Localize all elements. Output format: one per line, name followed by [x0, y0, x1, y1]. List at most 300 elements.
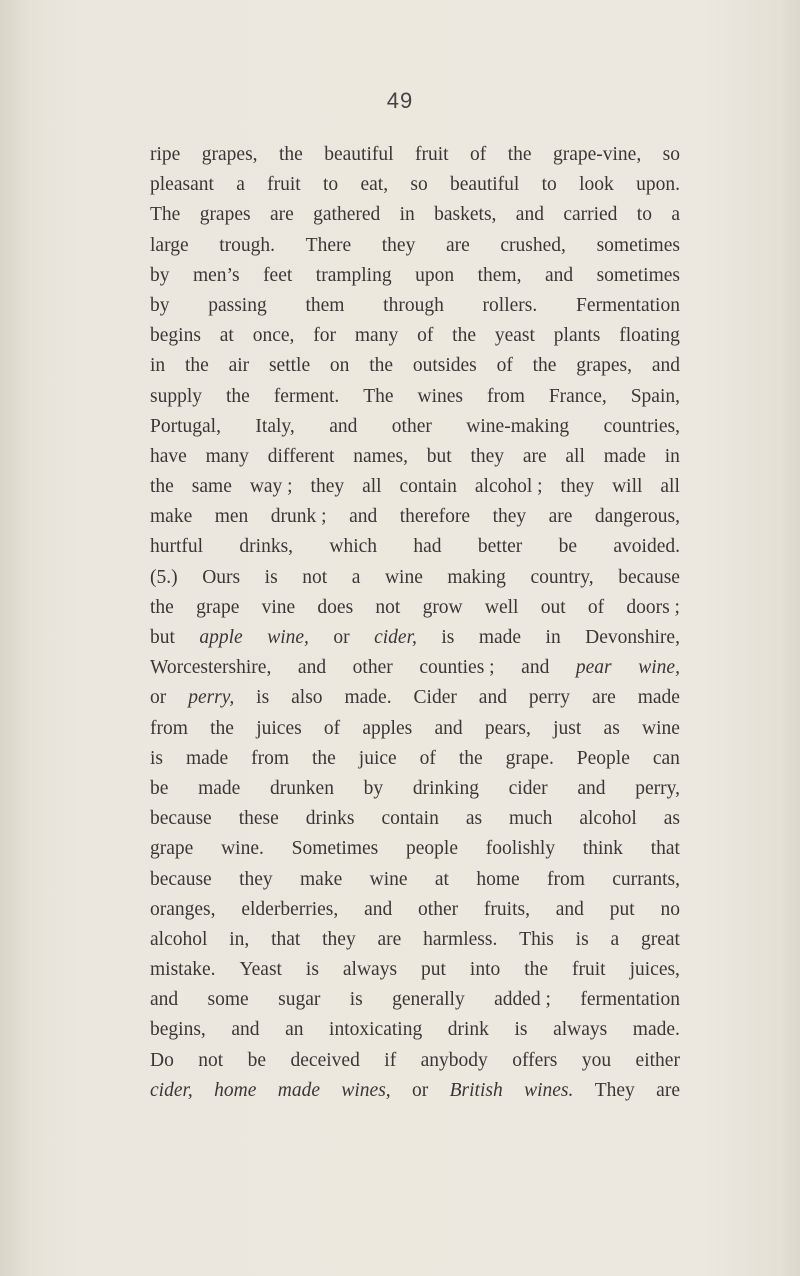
word: of — [419, 747, 436, 769]
word: begins — [150, 325, 201, 347]
word: apples — [362, 717, 413, 739]
word: they — [470, 445, 505, 467]
word: well — [484, 596, 519, 618]
word: drinks — [305, 808, 355, 830]
word: the — [369, 355, 394, 377]
word: and — [349, 506, 378, 528]
word: vine — [261, 596, 296, 618]
word: perry, — [635, 777, 680, 799]
word: grape — [196, 596, 240, 618]
word: and — [555, 898, 584, 920]
word: are — [269, 204, 294, 226]
word: carried — [563, 204, 618, 226]
word: out — [540, 596, 566, 618]
word: fruit — [572, 959, 606, 981]
word: be — [558, 536, 578, 558]
word: they — [492, 506, 527, 528]
text-line — [150, 774, 680, 804]
word: counties ; — [419, 657, 495, 679]
word: as — [603, 717, 620, 739]
text-line — [150, 623, 680, 653]
word: country, — [530, 566, 594, 588]
word: of — [323, 717, 341, 739]
word: Yeast — [239, 959, 282, 981]
word: of — [587, 596, 605, 618]
word: plants — [553, 325, 601, 347]
word: they — [322, 928, 356, 950]
text-line — [150, 382, 680, 412]
word: juice — [358, 747, 397, 769]
word: the — [458, 747, 483, 769]
word: begins, — [150, 1019, 206, 1041]
word: grape. — [505, 747, 554, 769]
word: because — [150, 868, 212, 890]
word: at — [434, 868, 449, 890]
word: wine — [384, 566, 423, 588]
word: men — [214, 506, 249, 528]
word: wines, — [341, 1079, 391, 1101]
word: great — [640, 928, 680, 950]
word: drunken — [270, 777, 334, 799]
word: added ; — [494, 989, 551, 1011]
word: grapes, — [201, 144, 258, 165]
word: This — [519, 928, 554, 950]
word: countries, — [603, 415, 680, 437]
word: are — [656, 1079, 680, 1101]
word: as — [465, 808, 483, 830]
word: the — [278, 144, 303, 165]
word: and — [150, 989, 179, 1011]
text-line — [150, 834, 680, 864]
word: France, — [548, 385, 607, 407]
word: and — [478, 687, 507, 709]
word: are — [522, 445, 547, 467]
word: the — [452, 325, 476, 347]
word: to — [636, 204, 652, 226]
word: not — [198, 1049, 224, 1071]
word: rollers. — [482, 294, 538, 316]
word: foolishly — [485, 838, 556, 860]
text-line — [150, 714, 680, 744]
word: sugar — [278, 989, 321, 1011]
text-line — [150, 351, 680, 381]
word: they — [381, 234, 416, 256]
word: be — [150, 777, 169, 799]
text-line — [150, 955, 680, 985]
word: them — [305, 294, 345, 316]
text-line — [150, 925, 680, 955]
word: are — [377, 928, 402, 950]
word: baskets, — [434, 204, 497, 226]
text-line — [150, 140, 680, 170]
word: all — [362, 476, 382, 498]
word: perry, — [188, 687, 235, 709]
word: a — [236, 174, 245, 196]
word: mistake. — [150, 959, 216, 981]
word: or — [333, 627, 350, 648]
word: is — [150, 747, 164, 769]
word: drinks, — [239, 536, 294, 558]
text-line — [150, 200, 680, 230]
word: People — [576, 747, 630, 769]
word: same — [191, 476, 232, 498]
word: put — [609, 898, 635, 920]
word: large — [150, 234, 189, 256]
text-line — [150, 1046, 680, 1076]
word: alcohol ; — [474, 476, 543, 498]
word: make — [300, 868, 343, 890]
word: and — [297, 657, 327, 679]
word: no — [660, 898, 680, 920]
text-line — [150, 1076, 680, 1106]
text-line — [150, 865, 680, 895]
word: are — [548, 506, 573, 528]
word: the — [532, 355, 557, 377]
word: for — [313, 325, 337, 347]
word: avoided. — [613, 536, 680, 558]
word: Ours — [202, 566, 241, 588]
word: upon. — [636, 174, 680, 196]
word: There — [305, 234, 352, 256]
word: contain — [381, 808, 439, 830]
word: in — [399, 204, 415, 226]
text-line — [150, 744, 680, 774]
word: The — [150, 204, 181, 226]
text-line — [150, 804, 680, 834]
text-line — [150, 412, 680, 442]
word: just — [553, 717, 582, 739]
word: are — [445, 234, 470, 256]
word: made — [478, 627, 522, 648]
word: many — [205, 445, 249, 467]
word: some — [207, 989, 249, 1011]
word: elderberries, — [241, 898, 339, 920]
word: the — [150, 476, 174, 498]
word: the — [507, 144, 532, 165]
text-line — [150, 1015, 680, 1045]
word: you — [581, 1049, 612, 1071]
word: have — [150, 445, 187, 467]
word: different — [267, 445, 335, 467]
word: the — [312, 747, 336, 769]
word: fruit — [267, 174, 301, 196]
word: and — [577, 777, 606, 799]
word: Worcestershire, — [150, 657, 272, 679]
word: think — [582, 838, 623, 860]
word: contain — [399, 476, 457, 498]
text-line — [150, 261, 680, 291]
word: not — [302, 566, 328, 588]
word: in — [545, 627, 561, 648]
word: but — [426, 445, 452, 467]
word: of — [470, 144, 487, 165]
word: not — [375, 596, 401, 618]
word: is — [349, 989, 363, 1011]
word: cider — [508, 777, 548, 799]
word: upon — [415, 264, 455, 286]
word: beautiful — [324, 144, 394, 165]
word: floating — [619, 325, 680, 347]
word: and — [515, 204, 544, 226]
word: that — [650, 838, 680, 860]
word: people — [406, 838, 458, 860]
word: they — [310, 476, 345, 498]
word: had — [413, 536, 442, 558]
word: that — [271, 928, 301, 950]
word: all — [660, 476, 680, 498]
word: make — [150, 506, 193, 528]
word: sometimes — [596, 264, 680, 286]
word: grapes, — [576, 355, 633, 377]
text-line — [150, 170, 680, 200]
word: (5.) — [150, 566, 178, 588]
word: fermentation — [580, 989, 680, 1011]
word: other — [391, 415, 432, 437]
word: oranges, — [150, 898, 216, 920]
word: is — [305, 959, 319, 981]
page-number: 49 — [386, 88, 414, 113]
word: either — [635, 1049, 680, 1071]
word: put — [421, 959, 446, 981]
word: other — [418, 898, 459, 920]
word: from — [150, 717, 188, 739]
word: wines. — [524, 1079, 574, 1101]
word: generally — [392, 989, 465, 1011]
word: and — [544, 264, 574, 286]
word: alcohol — [150, 928, 208, 950]
word: as — [663, 808, 680, 830]
word: the — [184, 355, 209, 377]
word: deceived — [290, 1049, 360, 1071]
text-line — [150, 502, 680, 532]
text-line — [150, 442, 680, 472]
word: the — [524, 959, 549, 981]
body-text — [150, 140, 680, 1106]
word: way ; — [249, 476, 293, 498]
word: trampling — [315, 264, 392, 286]
word: Sometimes — [291, 838, 379, 860]
word: the — [150, 596, 174, 618]
word: also — [291, 687, 323, 709]
word: to — [541, 174, 557, 196]
word: all — [565, 445, 585, 467]
word: Spain, — [630, 385, 680, 407]
word: these — [238, 808, 279, 830]
word: wine — [642, 717, 680, 739]
word: settle — [268, 355, 311, 377]
word: once, — [252, 325, 295, 347]
word: fruits, — [483, 898, 530, 920]
word: made — [198, 777, 241, 799]
word: is — [264, 566, 278, 588]
word: made — [603, 445, 646, 467]
word: wine — [369, 868, 408, 890]
word: apple — [199, 627, 243, 648]
text-line — [150, 895, 680, 925]
word: from — [251, 747, 290, 769]
word: is — [575, 928, 589, 950]
word: look — [579, 174, 614, 196]
word: and — [521, 657, 550, 679]
text-line — [150, 231, 680, 261]
word: always — [553, 1019, 608, 1041]
word: be — [247, 1049, 267, 1071]
word: home — [476, 868, 520, 890]
word: men’s — [192, 264, 240, 286]
word: Fermentation — [575, 294, 680, 316]
word: other — [352, 657, 393, 679]
word: so — [662, 144, 680, 165]
word: wine. — [221, 838, 264, 860]
word: drinking — [412, 777, 479, 799]
word: is — [256, 687, 270, 709]
word: by — [150, 294, 170, 316]
word: Cider — [413, 687, 457, 709]
word: dangerous, — [594, 506, 680, 528]
word: and — [364, 898, 393, 920]
word: and — [651, 355, 680, 377]
word: them, — [477, 264, 522, 286]
word: wine, — [267, 627, 309, 648]
word: pear — [575, 657, 612, 679]
word: a — [671, 204, 680, 226]
word: Devonshire, — [585, 627, 680, 648]
word: grapes — [199, 204, 251, 226]
word: fruit — [415, 144, 449, 165]
text-line — [150, 563, 680, 593]
word: Portugal, — [150, 415, 221, 437]
word: made. — [344, 687, 392, 709]
word: The — [363, 385, 394, 407]
word: from — [486, 385, 525, 407]
word: grape — [150, 838, 194, 860]
word: cider, — [150, 1079, 193, 1101]
word: by — [363, 777, 384, 799]
word: juices, — [629, 959, 680, 981]
word: perry — [528, 687, 571, 709]
word: crushed, — [500, 234, 566, 256]
word: pleasant — [150, 174, 214, 196]
text-line — [150, 532, 680, 562]
word: grape-vine, — [552, 144, 642, 165]
word: therefore — [399, 506, 471, 528]
word: anybody — [420, 1049, 488, 1071]
word: gathered — [313, 204, 381, 226]
word: and — [434, 717, 463, 739]
word: an — [285, 1019, 304, 1041]
word: feet — [263, 264, 293, 286]
word: made — [185, 747, 229, 769]
word: wine-making — [466, 415, 570, 437]
word: the — [210, 717, 234, 739]
word: supply — [150, 385, 203, 407]
word: better — [477, 536, 523, 558]
word: making — [447, 566, 506, 588]
text-line — [150, 321, 680, 351]
word: or — [150, 687, 167, 709]
word: a — [351, 566, 361, 588]
word: Italy, — [255, 415, 295, 437]
word: from — [547, 868, 585, 890]
word: if — [384, 1049, 397, 1071]
word: Do — [150, 1049, 174, 1071]
word: made. — [632, 1019, 680, 1041]
word: because — [150, 808, 212, 830]
word: sometimes — [596, 234, 680, 256]
word: does — [317, 596, 354, 618]
word: is — [514, 1019, 528, 1041]
word: which — [329, 536, 378, 558]
text-line — [150, 683, 680, 713]
word: by — [150, 264, 170, 286]
word: will — [612, 476, 643, 498]
word: hurtful — [150, 536, 204, 558]
word: into — [469, 959, 501, 981]
word: intoxicating — [329, 1019, 423, 1041]
word: harmless. — [423, 928, 498, 950]
word: home — [214, 1079, 257, 1101]
word: wine, — [638, 657, 680, 679]
word: currants, — [612, 868, 680, 890]
word: much — [509, 808, 553, 830]
word: always — [342, 959, 398, 981]
word: beautiful — [450, 174, 520, 196]
word: can — [652, 747, 680, 769]
word: and — [231, 1019, 260, 1041]
word: wines — [417, 385, 463, 407]
word: a — [610, 928, 620, 950]
word: cider, — [374, 627, 417, 648]
word: is — [441, 627, 455, 648]
word: and — [329, 415, 358, 437]
word: names, — [353, 445, 408, 467]
word: so — [410, 174, 428, 196]
text-line — [150, 985, 680, 1015]
word: British — [449, 1079, 503, 1101]
word: but — [150, 627, 175, 648]
word: because — [618, 566, 680, 588]
word: at — [219, 325, 234, 347]
word: the — [225, 385, 250, 407]
word: on — [329, 355, 350, 377]
word: through — [383, 294, 444, 316]
word: made — [277, 1079, 320, 1101]
word: made — [637, 687, 680, 709]
word: drunk ; — [270, 506, 327, 528]
word: passing — [208, 294, 267, 316]
word: many — [354, 325, 399, 347]
word: ferment. — [273, 385, 340, 407]
word: trough. — [219, 234, 276, 256]
word: in, — [229, 928, 250, 950]
word: They — [594, 1079, 635, 1101]
word: alcohol — [579, 808, 637, 830]
word: juices — [256, 717, 302, 739]
word: air — [228, 355, 250, 377]
word: ripe — [150, 144, 181, 165]
word: they — [239, 868, 273, 890]
text-line — [150, 472, 680, 502]
word: pears, — [484, 717, 531, 739]
text-line — [150, 291, 680, 321]
word: drink — [447, 1019, 489, 1041]
word: are — [591, 687, 616, 709]
word: doors ; — [626, 596, 680, 618]
text-line — [150, 653, 680, 683]
word: of — [496, 355, 513, 377]
word: in — [150, 355, 166, 377]
word: in — [664, 445, 680, 467]
